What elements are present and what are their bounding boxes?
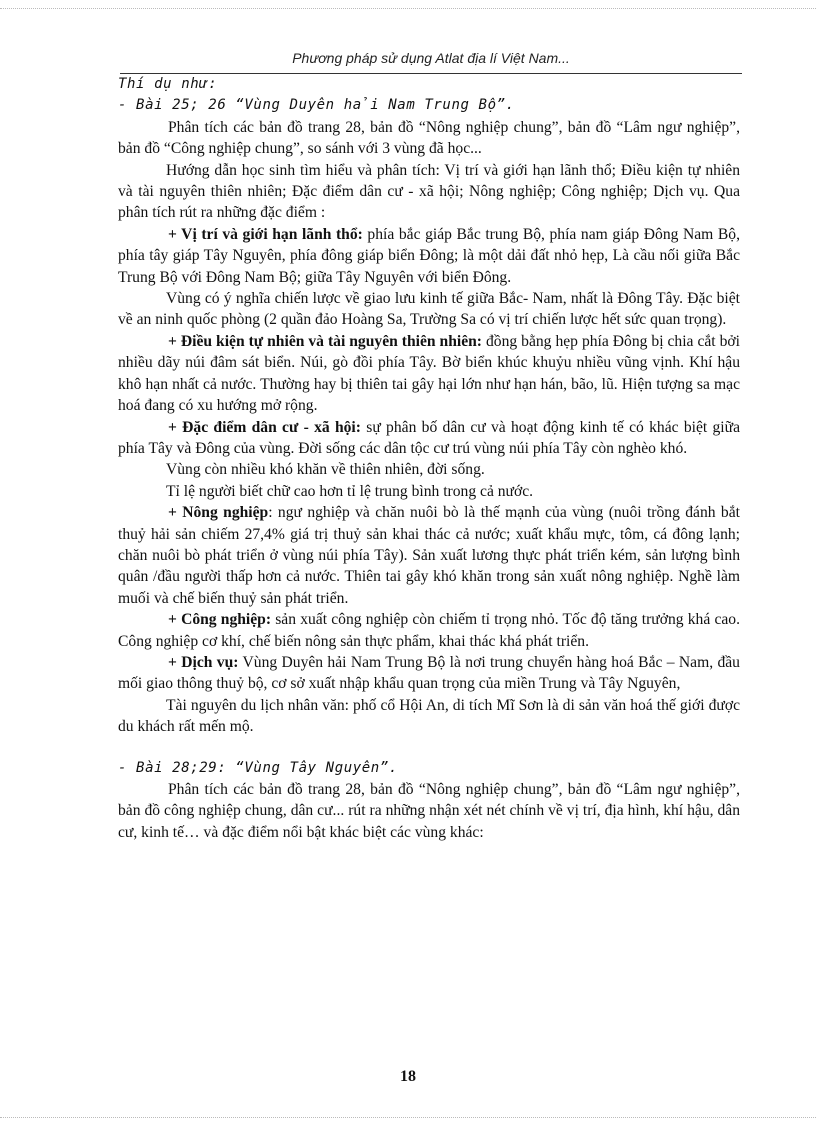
paragraph-strategic: Vùng có ý nghĩa chiến lược về giao lưu kinh tế giữa Bắc- Nam, nhất là Đông Tây. Đặc biệt về an ninh quốc phòng (2 quần đảo Hoàng Sa, Trường Sa có vị trí chiến lược hết sức quan trọng).: [118, 290, 740, 329]
agriculture-text: : ngư nghiệp và chăn nuôi bò là thế mạnh của vùng (nuôi trồng đánh bắt thuỷ hải sản chiếm 27,4% giá trị thuỷ sản khai thác cả nước; xuất khẩu mực, tôm, cá đông lạnh; chăn nuôi bò phát triển ở vùng núi phía Tây). Sản xuất lương thực phát triển kém, sản lượng bình quân /đầu người thấp hơn cả nước. Thiên tai gây khó khăn trong sản xuất nông nghiệp. Nghề làm muối và chế biến thuỷ sản phát triển.: [118, 504, 740, 607]
paragraph-service: [118, 652, 740, 695]
page-number: 18: [400, 1068, 416, 1085]
paragraph-agriculture: [118, 502, 740, 609]
location-text: phía bắc giáp Bắc trung Bộ, phía nam giáp Đông Nam Bộ, phía tây giáp Tây Nguyên, phía đông giáp biển Đông; là một dải đất nhỏ hẹp, Là cầu nối giữa Bắc Trung Bộ với Đông Nam Bộ; giữa Tây Nguyên với biển Đông.: [118, 225, 740, 286]
section-gap: [118, 738, 740, 758]
service-label: + Dịch vụ:: [168, 653, 239, 671]
page-edge-bottom: [0, 1117, 816, 1118]
lesson-title-tay-nguyen: - Bài 28;29: “Vùng Tây Nguyên”.: [118, 759, 398, 776]
population-text: sự phân bố dân cư và hoạt động kinh tế có khác biệt giữa phía Tây và Đông của vùng. Đời sống các dân tộc cư trú vùng núi phía Tây còn nghèo khó.: [118, 418, 740, 457]
running-header: Phương pháp sử dụng Atlat địa lí Việt Nam...: [292, 50, 570, 66]
agriculture-label: + Nông nghiệp: [168, 504, 269, 522]
industry-label: + Công nghiệp:: [168, 611, 272, 629]
lesson-title-duyen-hai: - Bài 25; 26 “Vùng Duyên hải Nam Trung Bộ”.: [118, 97, 515, 114]
paragraph-intro: Phân tích các bản đồ trang 28, bản đồ “Nông nghiệp chung”, bản đồ “Lâm ngư nghiệp”, bản đồ “Công nghiệp chung”, so sánh với 3 vùng đã học...: [118, 118, 740, 158]
location-label: + Vị trí và giới hạn lãnh thổ:: [168, 225, 363, 243]
paragraph-tay-nguyen-intro: Phân tích các bản đồ trang 28, bản đồ “Nông nghiệp chung”, bản đồ “Lâm ngư nghiệp”, bản đồ công nghiệp chung, dân cư... rút ra những nhận xét nét chính về vị trí, địa hình, khí hậu, dân cư, kinh tế… và đặc điểm nổi bật khác biệt các vùng khác:: [118, 781, 740, 841]
paragraph-population: [118, 417, 740, 460]
paragraph-guide: Hướng dẫn học sinh tìm hiểu và phân tích: Vị trí và giới hạn lãnh thổ; Điều kiện tự nhiên và tài nguyên thiên nhiên; Đặc điểm dân cư - xã hội; Nông nghiệp; Công nghiệp; Dịch vụ. Qua phân tích rút ra những đặc điểm :: [118, 161, 740, 222]
paragraph-difficulty: Vùng còn nhiều khó khăn về thiên nhiên, đời sống.: [166, 461, 485, 479]
service-text: Vùng Duyên hải Nam Trung Bộ là nơi trung chuyển hàng hoá Bắc – Nam, đầu mối giao thông thuỷ bộ, cơ sở xuất nhập khẩu quan trọng của miền Trung và Tây Nguyên,: [118, 653, 740, 693]
nature-text: đồng bằng hẹp phía Đông bị chia cắt bởi nhiều dãy núi đâm sát biển. Núi, gò đồi phía Tây. Bờ biển khúc khuỷu nhiều vũng vịnh. Khí hậu khô hạn nhất cả nước. Thường hay bị thiên tai gây hại lớn như hạn hán, bão, lũ. Hiện tượng sa mạc hoá đang có xu hướng mở rộng.: [118, 332, 740, 415]
example-label: Thí dụ như:: [118, 76, 218, 92]
population-label: + Đặc điểm dân cư - xã hội:: [168, 418, 361, 436]
nature-label: + Điều kiện tự nhiên và tài nguyên thiên nhiên:: [168, 332, 483, 350]
paragraph-tourism: Tài nguyên du lịch nhân văn: phố cổ Hội An, di tích Mĩ Sơn là di sản văn hoá thế giới được du khách rất mến mộ.: [118, 696, 740, 736]
page-body: [118, 74, 740, 843]
paragraph-location: [118, 224, 740, 288]
industry-text: sản xuất công nghiệp còn chiếm tỉ trọng nhỏ. Tốc độ tăng trưởng khá cao. Công nghiệp cơ khí, chế biến nông sản thực phẩm, khai thác khá phát triển.: [118, 611, 740, 650]
paragraph-literacy: Tỉ lệ người biết chữ cao hơn tỉ lệ trung bình trong cả nước.: [166, 482, 534, 500]
paragraph-industry: [118, 609, 740, 652]
page-edge-top: [0, 8, 816, 9]
paragraph-nature: [118, 331, 740, 417]
